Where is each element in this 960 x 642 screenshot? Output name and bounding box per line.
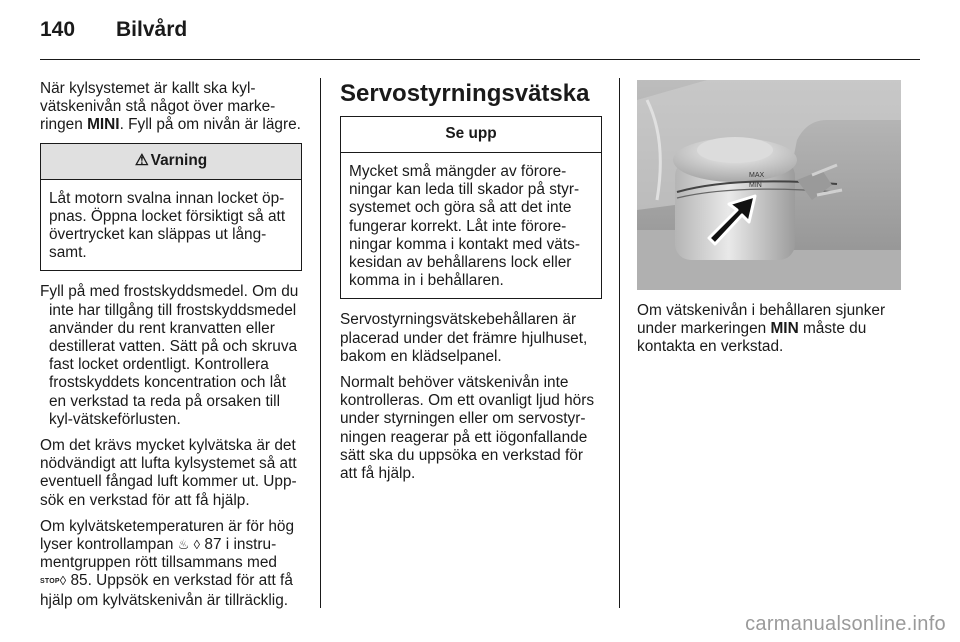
page-reference-icon: ◊ — [193, 537, 201, 553]
column-divider-1 — [320, 78, 321, 608]
reservoir-photo — [637, 80, 901, 290]
warning-text: Låt motorn svalna innan locket öp-pnas. Öppna locket försiktigt så att övertrycket kan släppas ut lång-samt. — [49, 189, 286, 262]
paragraph-min-level: Om vätskenivån i behållaren sjunker under markeringen MIN måste du kontakta en verkstad. — [637, 302, 886, 356]
column-2 — [340, 80, 602, 491]
section-title: Bilvård — [116, 18, 188, 41]
paragraph-temperature: Om kylvätsketemperaturen är för hög lyser kontrollampan ♨ ◊ 87 i instru-mentgruppen rött tillsammans med STOP◊ 85. Uppsök en verkstad för att få hjälp om kylvätskenivån är tillräcklig. — [40, 517, 295, 609]
warning-triangle-icon: ⚠ — [134, 151, 149, 169]
max-label: MAX — [749, 172, 765, 179]
page-header — [40, 18, 920, 62]
paragraph-reservoir-location: Servostyrningsvätskebehållaren är placerad under det främre hjulhuset, bakom en klädselpanel. — [340, 311, 588, 365]
page-number: 140 — [40, 18, 76, 41]
min-label: MIN — [749, 182, 762, 189]
warning-box — [40, 143, 302, 272]
caution-box — [340, 116, 602, 299]
mini-mark: MINI — [87, 116, 120, 134]
paragraph-coolant-level: När kylsystemet är kallt ska kyl-vätskenivån stå något över marke-ringen MINI. Fyll på om nivån är lägre. — [40, 80, 301, 134]
coolant-temperature-icon: ♨ — [177, 537, 190, 553]
warning-title: Varning — [150, 151, 208, 169]
min-mark: MIN — [770, 320, 799, 338]
page-reference-icon-2: ◊ — [59, 573, 67, 589]
paragraph-antifreeze: Fyll på med frostskyddsmedel. Om du inte har tillgång till frostskyddsmedel använder du rent kranvatten eller destillerat vatten. Sätt på och skruva fast locket ordentligt. Kontrollera frostskyddets koncentration och låt en verkstad ta reda på orsaken till kyl-vätskeförlusten. — [40, 283, 299, 428]
caution-title: Se upp — [341, 117, 601, 153]
column-divider-2 — [619, 78, 620, 608]
column-3 — [637, 80, 901, 365]
header-rule — [40, 59, 920, 60]
stop-icon: STOP — [40, 578, 60, 586]
paragraph-bleeding: Om det krävs mycket kylvätska är det nödvändigt att lufta kylsystemet så att eventuell fångad luft kommer ut. Upp-sök en verkstad för att få hjälp. — [40, 437, 297, 509]
paragraph-check-level: Normalt behöver vätskenivån inte kontrolleras. Om ett ovanligt ljud hörs under styrningen eller om servostyr-ningen reagerar på ett iögonfallande sätt ska du uppsöka en verkstad för att få hjälp. — [340, 374, 595, 483]
caution-text: Mycket små mängder av förore-ningar kan leda till skador på styr-systemet och göra så att det inte fungerar korrekt. Låt inte förore-ningar komma i kontakt med väts-kesidan av behållarens lock eller komma in i behållaren. — [349, 163, 580, 290]
watermark: carmanualsonline.info — [745, 613, 946, 635]
column-1 — [40, 80, 302, 618]
heading-power-steering-fluid: Servostyrningsvätska — [340, 80, 590, 107]
warning-box-header — [41, 144, 301, 180]
